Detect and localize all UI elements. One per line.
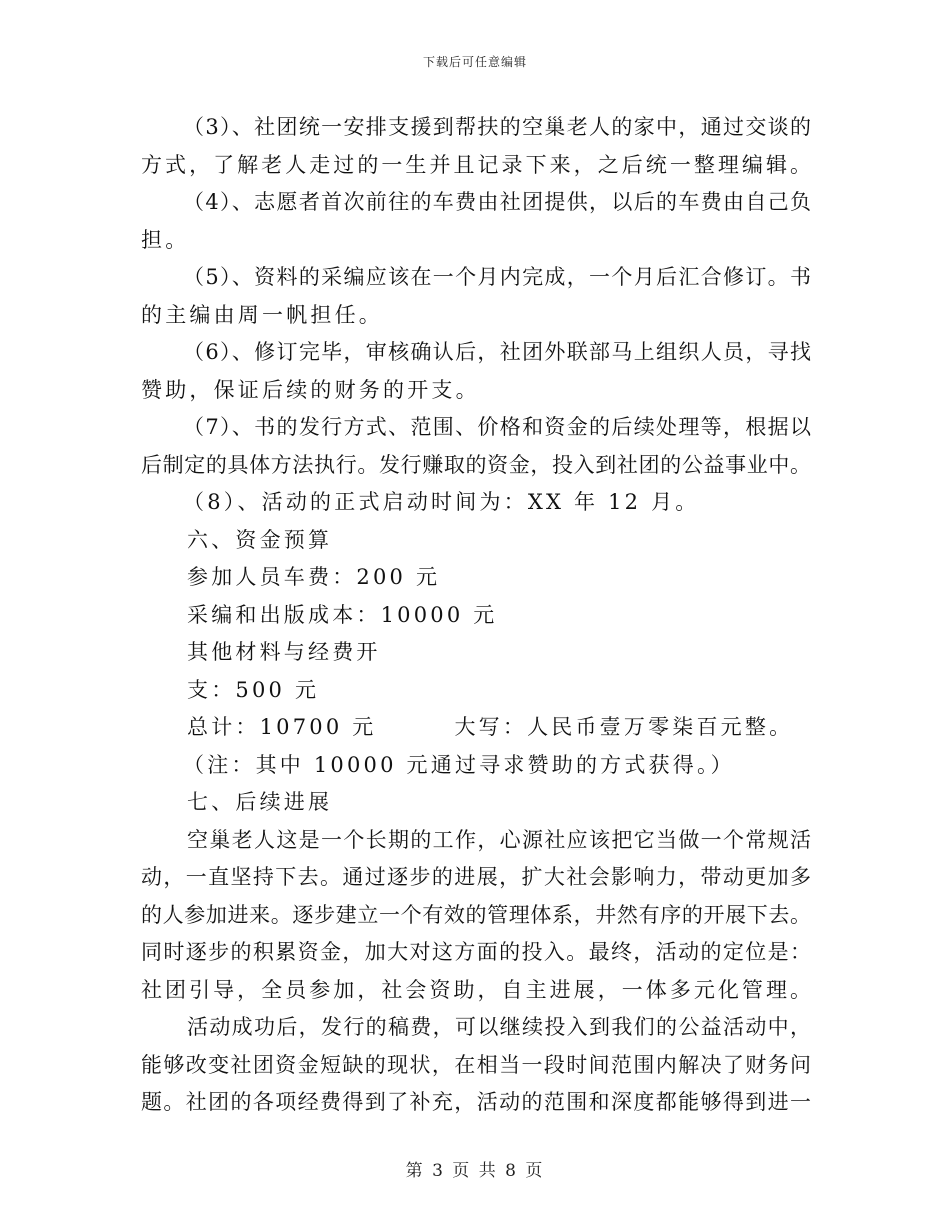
paragraph-line: 同时逐步的积累资金，加大对这方面的投入。最终，活动的定位是： — [141, 940, 811, 964]
paragraph-line: 空巢老人这是一个长期的工作，心源社应该把它当做一个常规活 — [187, 827, 811, 852]
budget-note: （注：其中 10000 元通过寻求赞助的方式获得。） — [183, 752, 735, 777]
paragraph-line: （3）、社团统一安排支援到帮扶的空巢老人的家中，通过交谈的 — [183, 115, 811, 139]
paragraph-line: （5）、资料的采编应该在一个月内完成，一个月后汇合修订。书 — [183, 265, 811, 289]
paragraph-line: 动，一直坚持下去。通过逐步的进展，扩大社会影响力，带动更加多 — [141, 865, 811, 889]
budget-item: 参加人员车费：200 元 — [187, 565, 441, 589]
budget-item: 其他材料与经费开 — [187, 640, 381, 664]
document-body — [141, 109, 811, 1122]
paragraph-line: （8）、活动的正式启动时间为：XX 年 12 月。 — [183, 490, 700, 514]
paragraph-line: 方式，了解老人走过的一生并且记录下来，之后统一整理编辑。 — [141, 152, 811, 177]
paragraph-line: （6）、修订完毕，审核确认后，社团外联部马上组织人员，寻找 — [183, 340, 811, 364]
budget-total-row — [141, 709, 811, 747]
budget-total-uppercase: 大写：人民币壹万零柒百元整。 — [454, 715, 794, 739]
section-heading: 七、后续进展 — [187, 790, 333, 814]
section-heading: 六、资金预算 — [187, 527, 333, 552]
budget-total: 总计：10700 元 — [187, 715, 377, 739]
paragraph-line: 社团引导，全员参加，社会资助，自主进展，一体多元化管理。 — [141, 977, 811, 1002]
paragraph-line: 担。 — [141, 227, 190, 252]
paragraph-line: 赞助，保证后续的财务的开支。 — [141, 377, 480, 402]
paragraph-line: （7）、书的发行方式、范围、价格和资金的后续处理等，根据以 — [183, 415, 811, 439]
paragraph-line: 能够改变社团资金短缺的现状，在相当一段时间范围内解决了财务问 — [141, 1052, 811, 1077]
paragraph-line: 活动成功后，发行的稿费，可以继续投入到我们的公益活动中， — [187, 1015, 811, 1039]
paragraph-line: 的人参加进来。逐步建立一个有效的管理体系，井然有序的开展下去。 — [141, 902, 811, 927]
paragraph-line: （4）、志愿者首次前往的车费由社团提供，以后的车费由自己负 — [183, 190, 811, 214]
paragraph-line: 的主编由周一帆担任。 — [141, 302, 383, 327]
page-header: 下载后可任意编辑 — [422, 55, 527, 69]
page-footer: 第 3 页 共 8 页 — [405, 1161, 545, 1181]
budget-item: 采编和出版成本：10000 元 — [187, 602, 498, 627]
paragraph-line: 题。社团的各项经费得到了补充，活动的范围和深度都能够得到进一 — [141, 1090, 811, 1114]
paragraph-line: 后制定的具体方法执行。发行赚取的资金，投入到社团的公益事业中。 — [141, 452, 811, 477]
budget-item: 支：500 元 — [187, 677, 320, 702]
